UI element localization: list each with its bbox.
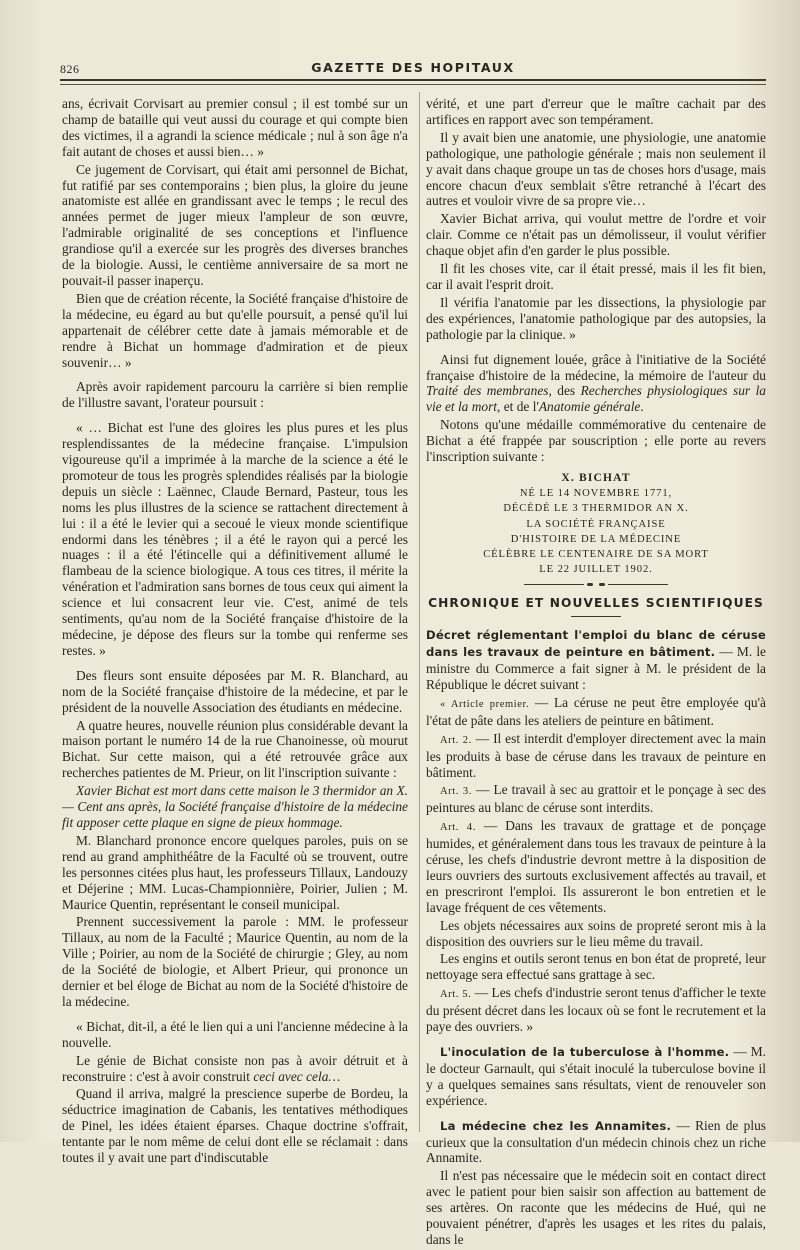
decree-article: Art. 2. — Il est interdit d'employer directement avec la main les produits à base de céruse dans les travaux de peinture en bâtiment. xyxy=(426,730,766,780)
news-item-decret: Décret réglementant l'emploi du blanc de céruse dans les travaux de peinture en bâtiment. — M. le ministre du Commerce a fait signer à M. le président de la République le décret suivant : xyxy=(426,628,766,692)
paragraph: Bien que de création récente, la Société française d'histoire de la médecine, eu égard au but qu'elle poursuit, a pensé qu'il lui appartenait de célébrer cette date à jamais mémorable et de rendre à Bichat un hommage d'admiration et de pieux souvenir… » xyxy=(62,290,408,370)
news-heading: Décret réglementant l'emploi du blanc de céruse dans les travaux de peinture en bâtiment. xyxy=(426,628,766,660)
left-column xyxy=(62,96,408,1168)
paragraph: Quand il arriva, malgré la prescience superbe de Bordeu, la séductrice imagination de Cabanis, les tentatives méthodiques de Pinel, les idées étaient éparses. Chaque doctrine s'offrait, tentante par le nom même de celui dont elle se réclamait : dans toutes il y avait une part d'indiscutable xyxy=(62,1086,408,1166)
decree-article: « Article premier. — La céruse ne peut être employée qu'à l'état de pâte dans les ateliers de peinture en bâtiment. xyxy=(426,694,766,728)
paragraph: Ainsi fut dignement louée, grâce à l'initiative de la Société française d'histoire de la médecine, la mémoire de l'auteur du Traité des membranes, des Recherches physiologiques sur la vie et la mort, et de l'Anatomie générale. xyxy=(426,351,766,415)
paragraph: Ce jugement de Corvisart, qui était ami personnel de Bichat, fut ratifié par ses contemporains ; bien plus, la gloire du jeune anatomiste est allée en grandissant avec le temps ; le recul des années permet de juger mieux l'ampleur de son œuvre, l'admirable originalité de ses conceptions et l'influence grandiose qu'il a exercée sur les progrès des diverses branches de la biologie. Aussi, le centième anniversaire de sa mort ne pouvait-il passer inaperçu. xyxy=(62,161,408,288)
inscription-line: CÉLÈBRE LE CENTENAIRE DE SA MORT xyxy=(483,548,709,560)
inscription-line: X. BICHAT xyxy=(561,471,631,484)
medal-inscription xyxy=(426,471,766,577)
paragraph: vérité, et une part d'erreur que le maître cachait par des artifices en rapport avec son tempérament. xyxy=(426,96,766,127)
running-title: GAZETTE DES HOPITAUX xyxy=(311,60,515,75)
paragraph: Des fleurs sont ensuite déposées par M. R. Blanchard, au nom de la Société française d'histoire de la médecine, et par le président de la nouvelle Association des étudiants en médecine. xyxy=(62,667,408,715)
paragraph: Les engins et outils seront tenus en bon état de propreté, leur nettoyage sera effectué sans grattage à sec. xyxy=(426,951,766,983)
paragraph: Il vérifia l'anatomie par les dissections, la physiologie par des expériences, l'anatomie pathologique par des autopsies, la pathologie par la clinique. » xyxy=(426,294,766,342)
paragraph: A quatre heures, nouvelle réunion plus considérable devant la maison portant le numéro 14 de la rue Chanoinesse, où mourut Bichat. Sur cette maison, qui a été retrouvée grâce aux recherches patientes de M. Prieur, on lit l'inscription suivante : xyxy=(62,717,408,781)
inscription-line: NÉ LE 14 NOVEMBRE 1771, xyxy=(519,488,673,500)
paragraph: Il n'est pas nécessaire que le médecin soit en contact direct avec le patient pour bien saisir son affection au battement de ses artères. On raconte que les médecins de Hué, qui ne pouvaient pénétrer, d'après les usages et les rites du palais, dans le xyxy=(426,1168,766,1247)
inscription-line: LE 22 JUILLET 1902. xyxy=(539,564,653,576)
quote-paragraph: « Bichat, dit-il, a été le lien qui a uni l'ancienne médecine à la nouvelle. xyxy=(62,1018,408,1050)
paragraph: Il y avait bien une anatomie, une physiologie, une anatomie pathologique, une pathologie générale ; mais non seulement il y avait dans chaque groupe un tas de choses hors d'usage, mais encore chacun d'eux semblait s'être retranché à l'écart des autres et vouloir vivre de sa propre vie… xyxy=(426,129,766,209)
page-number: 826 xyxy=(60,62,80,76)
column-divider xyxy=(419,92,420,1132)
title-underline xyxy=(571,616,621,617)
header-rule-thick xyxy=(60,79,766,81)
plaque-inscription: Xavier Bichat est mort dans cette maison le 3 thermidor an X. — Cent ans après, la Société française d'histoire de la médecine fit apposer cette plaque en signe de pieux hommage. xyxy=(62,783,408,830)
news-heading: La médecine chez les Annamites. xyxy=(440,1118,672,1133)
paragraph: Il fit les choses vite, car il était pressé, mais il les fit bien, car il avait l'esprit droit. xyxy=(426,261,766,292)
inscription-line: DÉCÉDÉ LE 3 THERMIDOR AN X. xyxy=(503,503,689,515)
decree-article: Art. 5. — Les chefs d'industrie seront tenus d'afficher le texte du présent décret dans les locaux où se font le recrutement et la paye des ouvriers. » xyxy=(426,985,766,1035)
paragraph: Le génie de Bichat consiste non pas à avoir détruit et à reconstruire : c'est à avoir construit ceci avec cela… xyxy=(62,1052,408,1084)
paragraph: Après avoir rapidement parcouru la carrière si bien remplie de l'illustre savant, l'orateur poursuit : xyxy=(62,379,408,411)
page-header xyxy=(60,56,766,78)
news-item-inoculation: L'inoculation de la tuberculose à l'homme. — M. le docteur Garnault, qui s'était inoculé la tuberculose bovine il y a quelques semaines sans résultats, vient de renouveler son expérience. xyxy=(426,1044,766,1108)
inscription-line: D'HISTOIRE DE LA MÉDECINE xyxy=(510,533,682,545)
quote-paragraph: « … Bichat est l'une des gloires les plus pures et les plus resplendissantes de la médecine française. L'impulsion vigoureuse qu'il a imprimée à la marche de la science a été le promoteur de tous les progrès splendides réalisés par la biologie depuis un siècle : Laënnec, Claude Bernard, Pasteur, tous les noms les plus illustres de la science se rattachent directement à lui : il a été le levier qui a secoué le vieux monde scientifique endormi dans les ténèbres ; il a été le rayon qui a percé les nuages : il a été l'étincelle qui a définitivement allumé le flambeau de la science biologique. A tous ces titres, il mérite la vénération et l'admiration sans bornes de tous ceux qui aiment la science et lui consacrent leur vie. C'est, animé de tels sentiments, qu'au nom de la Société française d'histoire de la médecine, je dépose des fleurs sur la tombe qui renferme ses restes. » xyxy=(62,420,409,658)
paragraph: Les objets nécessaires aux soins de propreté seront mis à la disposition des ouvriers sur le lieu même du travail. xyxy=(426,917,766,949)
section-separator xyxy=(426,583,766,586)
paragraph: ans, écrivait Corvisart au premier consul ; il est tombé sur un champ de bataille qui veut aussi du courage et qui compte bien des victimes, il a agrandi la science médicale ; nul à son âge n'a fait autant de choses et aussi bien… » xyxy=(62,96,408,159)
decree-article: Art. 4. — Dans les travaux de grattage et de ponçage humides, et généralement dans tous les travaux de peinture à la céruse, les chefs d'industrie devront mettre à la disposition de leurs ouvriers des surtouts exclusivement affectés au travail, et en prescriront l'emploi. Ils assureront le bon entretien et le lavage fréquent de ces vêtements. xyxy=(426,818,766,915)
paragraph: Prennent successivement la parole : MM. le professeur Tillaux, au nom de la Faculté ; Maurice Quentin, au nom de la Ville ; Poirier, au nom de la Société de chirurgie ; Gley, au nom de la Société de biologie, et Albert Prieur, qui prononce un dernier et bel éloge de Bichat au nom de la Société d'histoire de la médecine. xyxy=(62,914,408,1009)
paragraph: Xavier Bichat arriva, qui voulut mettre de l'ordre et voir clair. Comme ce n'était pas un démolisseur, il voulut vérifier chaque objet afin d'en garder le plus possible. xyxy=(426,211,766,259)
paragraph: M. Blanchard prononce encore quelques paroles, puis on se rend au grand amphithéâtre de la Faculté où se trouvent, outre les personnes citées plus haut, les professeurs Tillaux, Landouzy et Déjerine ; MM. Lucas-Championnière, Poirier, Julien ; M. Maurice Quentin, représentant le conseil municipal. xyxy=(62,832,408,912)
section-title: CHRONIQUE ET NOUVELLES SCIENTIFIQUES xyxy=(428,596,764,611)
news-heading: L'inoculation de la tuberculose à l'homme. xyxy=(440,1045,730,1060)
news-item-annamites: La médecine chez les Annamites. — Rien de plus curieux que la consultation d'un médecin chinois chez un riche Annamite. xyxy=(426,1117,766,1166)
paragraph: Notons qu'une médaille commémorative du centenaire de Bichat a été frappée par souscription ; elle porte au revers l'inscription suivante : xyxy=(426,417,766,465)
inscription-line: LA SOCIÉTÉ FRANÇAISE xyxy=(526,518,666,530)
header-rule-thin xyxy=(60,84,766,85)
right-column xyxy=(426,96,766,1250)
decree-article: Art. 3. — Le travail à sec au grattoir et le ponçage à sec des peintures au blanc de céruse sont interdits. xyxy=(426,782,766,816)
